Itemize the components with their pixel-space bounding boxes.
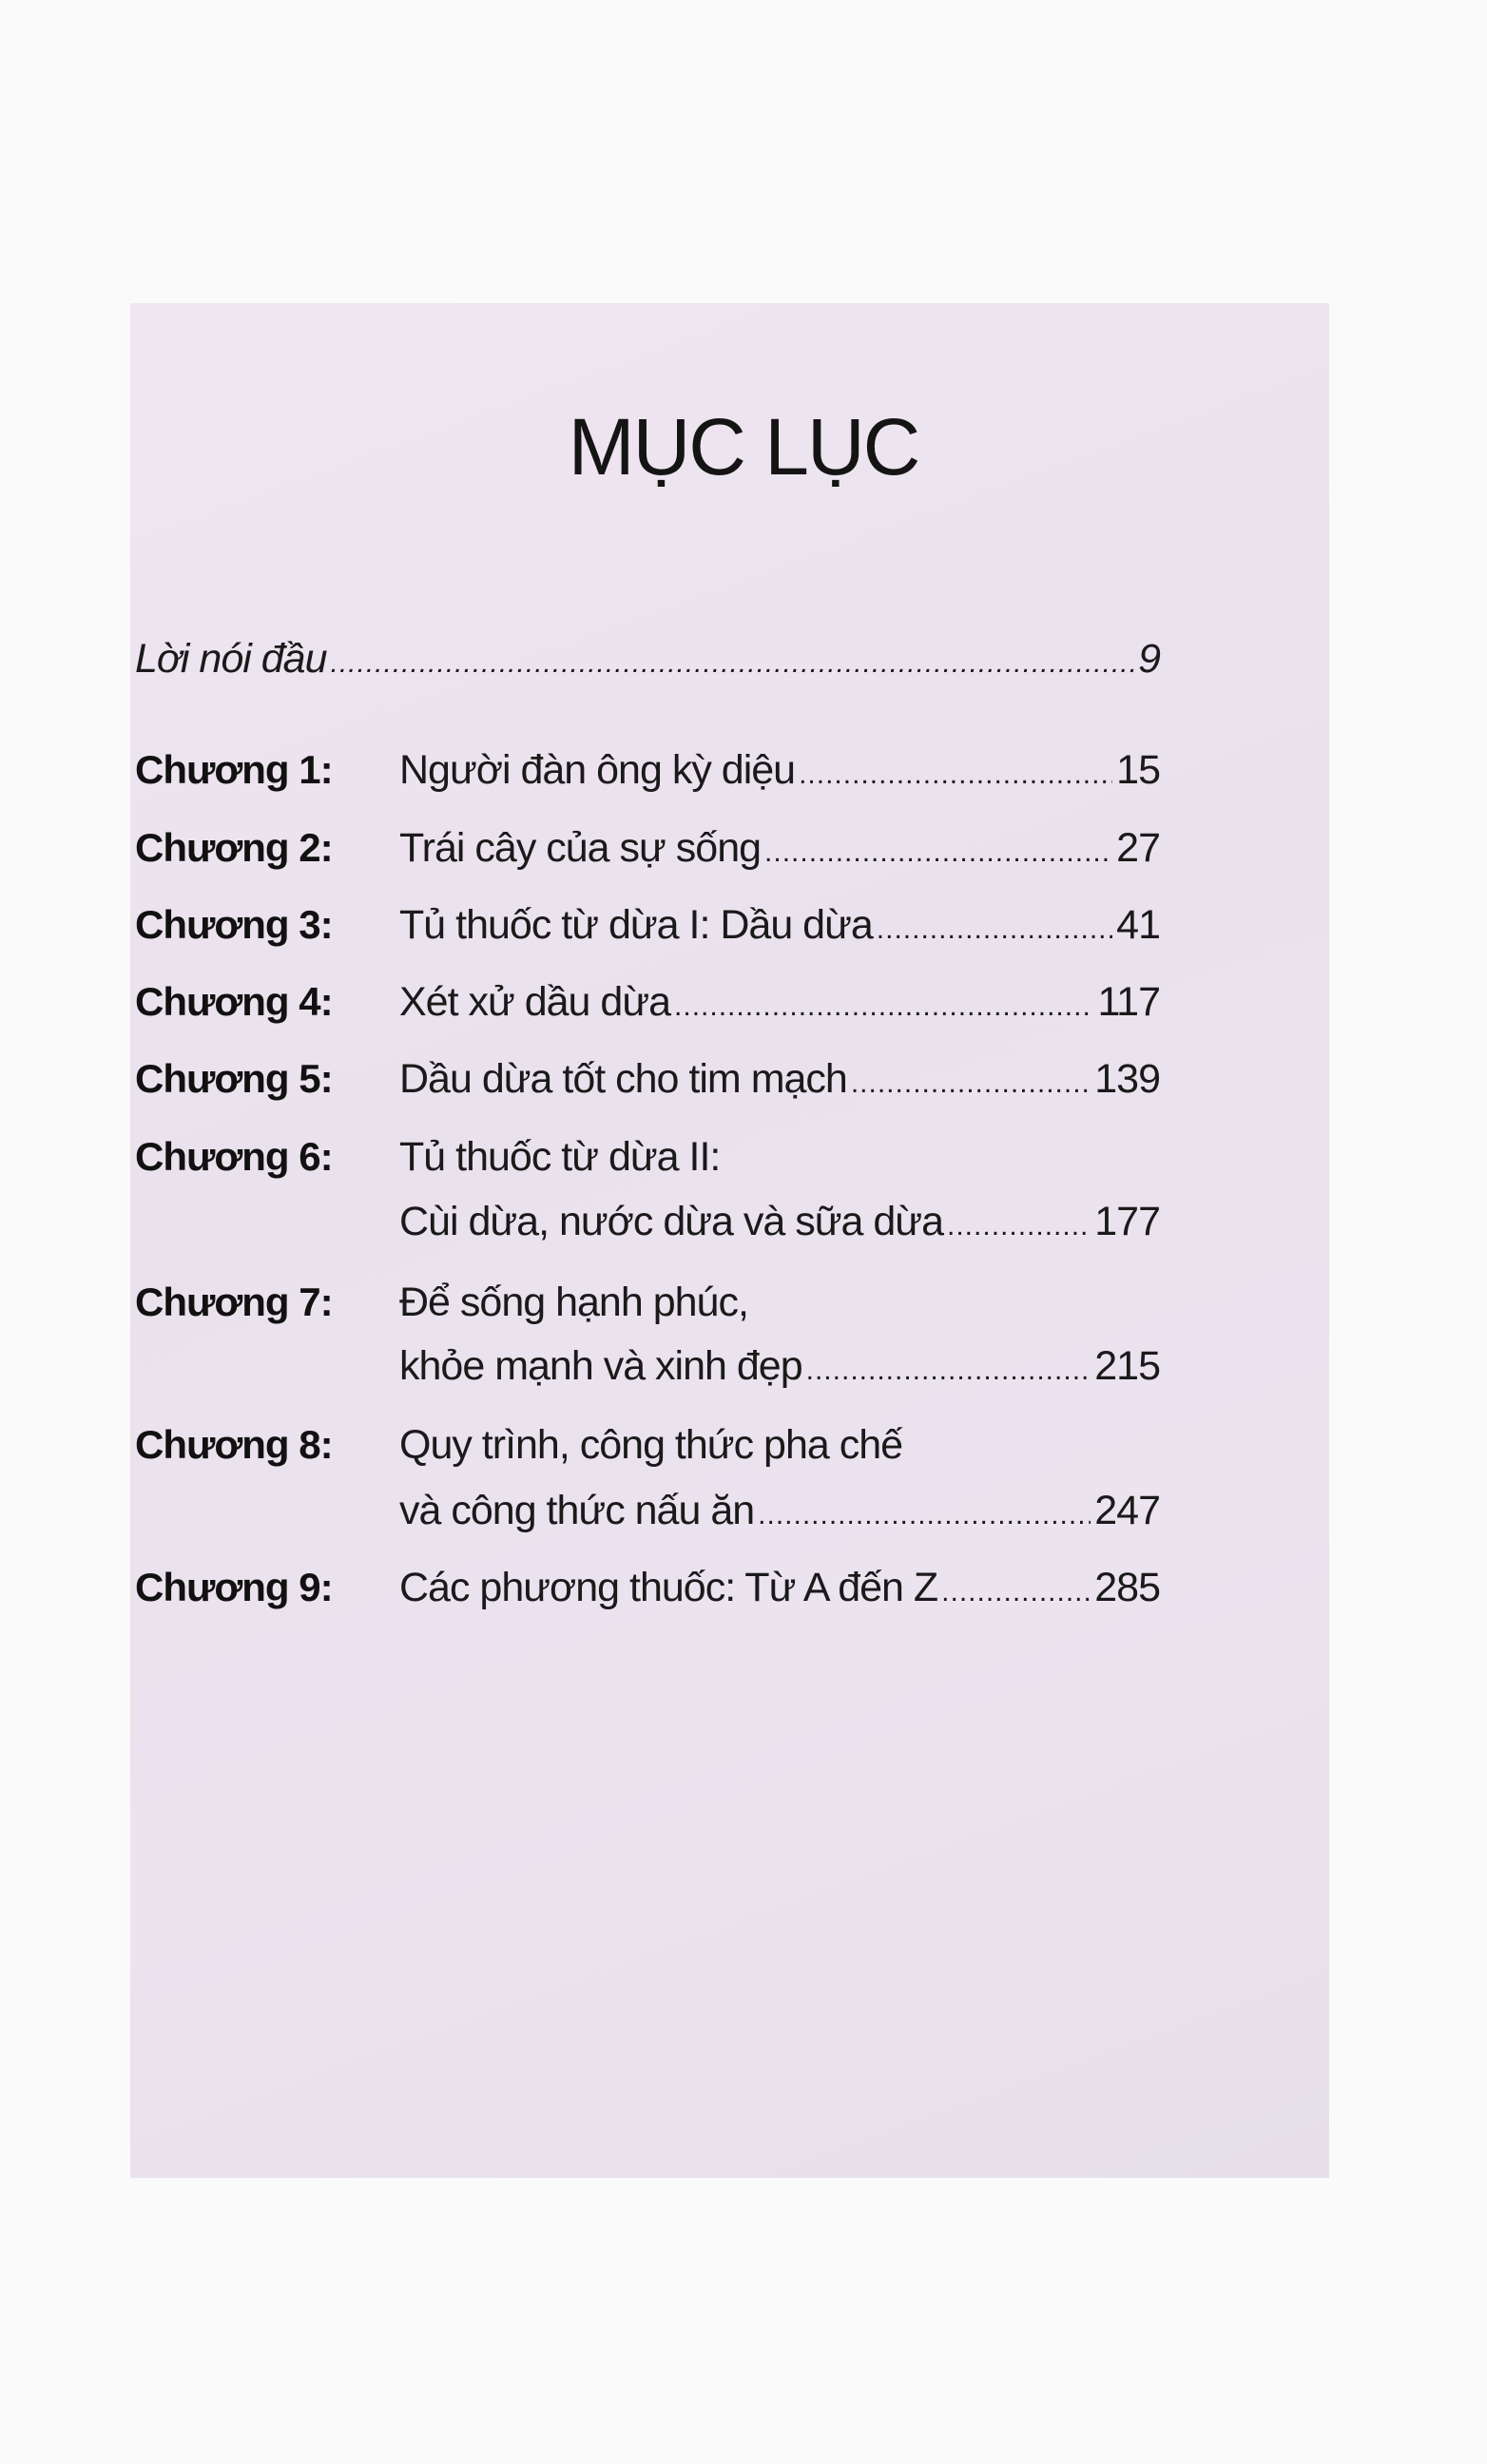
toc-entry-chapter-4 <box>399 975 1160 1029</box>
entry-title: Người đàn ông kỳ diệu <box>399 747 796 793</box>
toc-entry-chapter-5 <box>399 1052 1160 1106</box>
entry-title: Dầu dừa tốt cho tim mạch <box>399 1056 847 1102</box>
dot-leader <box>851 1057 1091 1110</box>
toc-entry-chapter-3 <box>399 898 1160 952</box>
entry-page: 177 <box>1094 1199 1160 1244</box>
entry-title: Trái cây của sự sống <box>399 825 762 871</box>
toc-entry-chapter-6-line-2 <box>399 1195 1160 1248</box>
entry-title: Tủ thuốc từ dừa I: Dầu dừa <box>399 902 873 948</box>
chapter-label: Chương 1: <box>135 747 333 792</box>
chapter-label: Chương 6: <box>135 1134 333 1179</box>
entry-page: 139 <box>1094 1056 1160 1102</box>
toc-entry-chapter-8-line-2 <box>399 1484 1160 1537</box>
toc-entry-preface <box>135 632 1160 685</box>
entry-page: 9 <box>1138 636 1160 682</box>
entry-page: 215 <box>1094 1343 1160 1389</box>
entry-title: Tủ thuốc từ dừa II: <box>399 1134 721 1180</box>
dot-leader <box>330 637 1134 690</box>
chapter-label: Chương 8: <box>135 1422 333 1467</box>
entry-title: Quy trình, công thức pha chế <box>399 1422 903 1468</box>
dot-leader <box>799 748 1112 801</box>
dot-leader <box>674 980 1093 1033</box>
entry-title: khỏe mạnh và xinh đẹp <box>399 1343 802 1389</box>
chapter-label: Chương 9: <box>135 1565 333 1609</box>
entry-title: Để sống hạnh phúc, <box>399 1280 748 1325</box>
chapter-label: Chương 5: <box>135 1056 333 1101</box>
chapter-label: Chương 7: <box>135 1280 333 1324</box>
toc-entry-chapter-7-line-2 <box>399 1339 1160 1393</box>
toc-entry-chapter-9 <box>399 1561 1160 1614</box>
entry-page: 247 <box>1094 1488 1160 1533</box>
dot-leader <box>764 826 1112 879</box>
toc-entry-chapter-7-line-1 <box>399 1276 1160 1329</box>
entry-page: 117 <box>1097 979 1160 1025</box>
entry-page: 41 <box>1116 902 1160 948</box>
entry-title: Cùi dừa, nước dừa và sữa dừa <box>399 1199 944 1244</box>
entry-page: 15 <box>1116 747 1160 793</box>
dot-leader <box>877 903 1112 956</box>
entry-title: Lời nói đầu <box>135 636 327 682</box>
entry-title: Xét xử dầu dừa <box>399 979 671 1025</box>
dot-leader <box>806 1344 1091 1397</box>
entry-page: 285 <box>1094 1565 1160 1610</box>
page-title: MỤC LỤC <box>568 402 919 491</box>
chapter-label: Chương 3: <box>135 902 333 947</box>
toc-entry-chapter-8-line-1 <box>399 1418 1160 1472</box>
chapter-label: Chương 4: <box>135 979 333 1024</box>
toc-entry-chapter-2 <box>399 821 1160 875</box>
dot-leader <box>947 1200 1091 1253</box>
toc-entry-chapter-1 <box>399 743 1160 797</box>
chapter-label: Chương 2: <box>135 825 333 870</box>
entry-title: và công thức nấu ăn <box>399 1488 755 1533</box>
toc-entry-chapter-6-line-1 <box>399 1130 1160 1184</box>
entry-page: 27 <box>1116 825 1160 871</box>
entry-title: Các phương thuốc: Từ A đến Z <box>399 1565 938 1610</box>
dot-leader <box>941 1566 1091 1619</box>
dot-leader <box>758 1489 1091 1542</box>
